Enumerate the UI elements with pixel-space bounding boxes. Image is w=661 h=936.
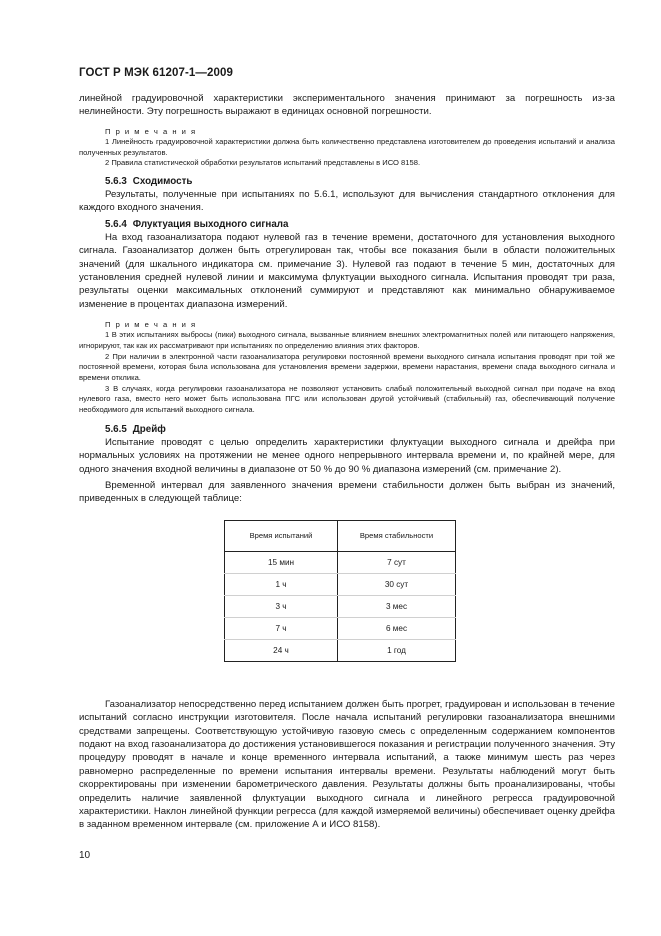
table-cell: 7 ч [225,617,338,639]
section-title: Флуктуация выходного сигнала [132,218,289,230]
table-cell: 30 сут [338,573,456,595]
table-cell: 6 мес [338,617,456,639]
section-number: 5.6.4 [105,218,127,230]
notes-block-2 [79,319,615,416]
note-item: 2 Правила статистической обработки результатов испытаний представлены в ИСО 8158. [105,158,421,168]
table-cell: 3 мес [338,595,456,617]
table-row [225,573,456,595]
document-header: ГОСТ Р МЭК 61207-1—2009 [79,67,233,79]
table-row [225,639,456,661]
notes-title: П р и м е ч а н и я [105,126,197,136]
note-item: 2 При наличии в электронной части газоанализатора регулировки постоянной времени выходного сигнала испытания проводят при той же постоянной времени, которая была использована для установления времени задержки, времени нарастания, времени спада выходного сигнала и времени отклика. [79,351,615,382]
table-cell: 15 мин [225,551,338,573]
table-cell: 24 ч [225,639,338,661]
section-paragraph: Испытание проводят с целью определить характеристики флуктуации выходного сигнала и дрейфа при нормальных условиях на протяжении не менее одного непрерывного интервала времени и, по крайней мере, для одного значения входной величины в диапазоне от 50 % до 90 % диапазона измерений (см. примечание 2). [79,436,615,475]
section-heading-5-6-4 [79,218,615,231]
section-paragraph: Временной интервал для заявленного значения времени стабильности должен быть выбран из значений, приведенных в следующей таблице: [79,480,615,505]
section-number: 5.6.3 [105,175,127,187]
page-content [79,92,615,832]
column-header: Время стабильности [338,520,456,551]
note-item: 3 В случаях, когда регулировки газоанализатора не позволяют установить слабый положительный выходной сигнал при подаче на вход нулевого газа, вместо него может быть использована ПГС или использован другой устойчивый (стабильный) газ, обеспечивающий получение необходимого для испытаний выходного сигнала. [79,383,615,415]
notes-block-1 [79,126,615,169]
page-number: 10 [79,850,91,861]
table-row [225,595,456,617]
table-row [225,617,456,639]
table-row [225,551,456,573]
column-header: Время испытаний [225,520,338,551]
final-paragraph: Газоанализатор непосредственно перед испытанием должен быть прогрет, градуирован и использован в течение испытаний согласно инструкции изготовителя. После начала испытаний регулировки газоанализатора внешними средствами запрещены. Соответствующую устойчивую газовую смесь с определенным содержанием компонентов подают на вход газоанализатора до достижения установившегося показания и регистрации полученного значения. Эту процедуру проводят в начале и конце временного интервала испытаний, а также минимум шесть раз через равномерно распределенные по времени испытания интервалы времени. Результаты наблюдений могут быть скорректированы при изменении барометрического давления. Результаты должны быть проанализированы, чтобы определить наличие заявленной флуктуации выходного сигнала и линейного регресса градуировочной характеристики. Наклон линейной функции регресса (для каждой измеряемой величины) обеспечивает оценку дрейфа в заданном временном интервале (см. приложение А и ИСО 8158). [79,698,615,831]
section-paragraph: На вход газоанализатора подают нулевой газ в течение времени, достаточного для установления выходного сигнала. Газоанализатор должен быть отрегулирован так, чтобы все показания были в области положительных значений (для шкального индикатора см. примечание 3). Нулевой газ подают в течение 5 мин, достаточных для установления средней нулевой линии и максимума флуктуации выходного сигнала. Испытания проводят три раза, результаты оценки максимальных отклонений суммируют и представляют как минимально обнаруживаемое изменение в процентах диапазона измерений. [79,231,615,310]
table-cell: 7 сут [338,551,456,573]
section-heading-5-6-3 [79,175,615,188]
section-title: Сходимость [132,175,193,187]
stability-table [224,520,456,662]
intro-paragraph: линейной градуировочной характеристики экспериментального значения принимают за погрешность из-за нелинейности. Эту погрешность выражают в единицах основной погрешности. [79,93,615,118]
table-cell: 1 ч [225,573,338,595]
table-cell: 3 ч [225,595,338,617]
notes-title: П р и м е ч а н и я [105,320,197,330]
note-item: 1 Линейность градуировочной характеристики должна быть количественно представлена изготовителем до проведения испытаний и анализа полученных результатов. [79,136,615,157]
section-title: Дрейф [132,423,166,435]
section-number: 5.6.5 [105,423,127,435]
section-heading-5-6-5 [79,423,615,436]
table-header-row [225,520,456,551]
table-cell: 1 год [338,639,456,661]
section-paragraph: Результаты, полученные при испытаниях по 5.6.1, используют для вычисления стандартного отклонения для каждого входного значения. [79,188,615,214]
note-item: 1 В этих испытаниях выбросы (пики) выходного сигнала, вызванные влиянием внешних электромагнитных полей или питающего напряжения, игнорируют, так как их рассматривают при испытаниях по определению влияния этих факторов. [79,330,615,350]
